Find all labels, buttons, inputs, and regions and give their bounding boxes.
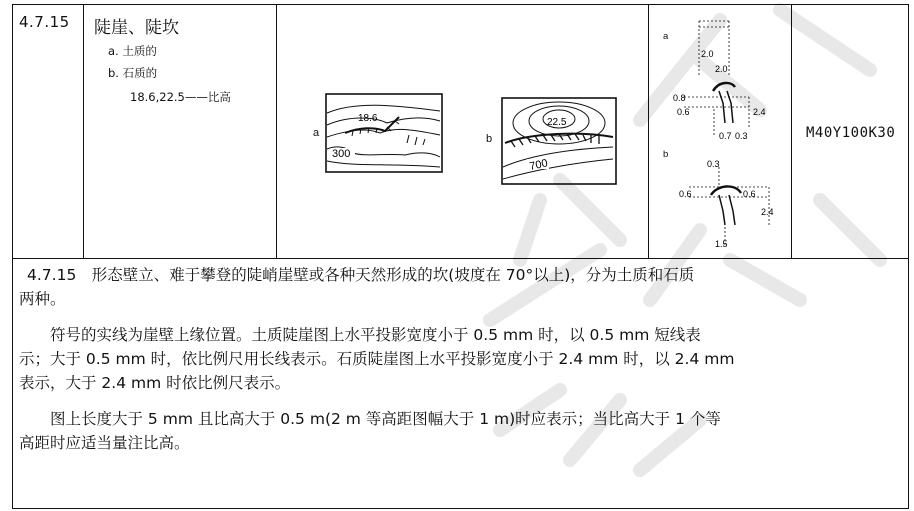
desc-line-7: 高距时应适当量注比高。 bbox=[19, 434, 190, 452]
name-cell bbox=[84, 5, 277, 258]
detail-b-dim-2: 0.6 bbox=[743, 189, 756, 199]
diagram-b-value: 22.5 bbox=[547, 117, 567, 128]
detail-a-dim-5: 0.7 bbox=[719, 131, 732, 141]
detail-a-dim-1: 2.0 bbox=[715, 64, 728, 74]
diagram-a-label: a bbox=[313, 127, 320, 139]
detail-a-dim-4: 2.4 bbox=[753, 107, 766, 117]
detail-b-dim-1: 0.6 bbox=[679, 189, 692, 199]
diagram-a bbox=[325, 93, 443, 173]
detail-cell bbox=[649, 5, 792, 258]
detail-a-dim-0: 2.0 bbox=[701, 49, 714, 59]
detail-a-dim-2: 0.8 bbox=[673, 93, 686, 103]
symbol-table bbox=[12, 4, 909, 509]
color-code: M40Y100K30 bbox=[806, 125, 896, 141]
desc-line-6: 图上长度大于 5 mm 且比高大于 0.5 m(2 m 等高距图幅大于 1 m)时应表示；当比高大于 1 个等 bbox=[19, 410, 721, 428]
detail-a-label: a bbox=[663, 31, 669, 42]
entry-number: 4.7.15 bbox=[19, 13, 70, 31]
detail-b-label: b bbox=[663, 149, 669, 160]
example-label: 18.6,22.5——比高 bbox=[130, 90, 231, 104]
desc-line-1: 4.7.15 形态壁立、难于攀登的陡峭崖壁或各种天然形成的坎(坡度在 70°以上)，分为土质和石质 bbox=[27, 266, 695, 284]
desc-line-3: 符号的实线为崖壁上缘位置。土质陡崖图上水平投影宽度小于 0.5 mm 时，以 0.5 mm 短线表 bbox=[19, 326, 701, 344]
diagram-b bbox=[501, 97, 617, 185]
option-b: b. 石质的 bbox=[108, 66, 158, 80]
desc-line-5: 表示，大于 2.4 mm 时依比例尺表示。 bbox=[19, 374, 291, 392]
number-cell bbox=[13, 5, 84, 258]
color-cell bbox=[792, 5, 910, 258]
diagram-b-label: b bbox=[486, 133, 493, 145]
symbol-row bbox=[13, 5, 908, 259]
symbol-cell bbox=[277, 5, 649, 258]
diagram-a-value: 18.6 bbox=[358, 113, 378, 124]
desc-line-2: 两种。 bbox=[19, 290, 66, 308]
diagram-a-contour: 300 bbox=[332, 148, 351, 160]
detail-b bbox=[669, 155, 789, 255]
diagram-b-contour: 700 bbox=[528, 157, 549, 173]
option-a: a. 土质的 bbox=[108, 44, 157, 58]
detail-a-dim-3: 0.6 bbox=[677, 107, 690, 117]
entry-title: 陡崖、陡坎 bbox=[94, 18, 179, 38]
detail-b-dim-3: 2.4 bbox=[761, 207, 774, 217]
detail-b-dim-4: 1.5 bbox=[715, 239, 728, 249]
detail-b-dim-0: 0.3 bbox=[707, 159, 720, 169]
detail-a-dim-6: 0.3 bbox=[735, 131, 748, 141]
detail-a bbox=[669, 17, 789, 147]
desc-line-4: 示；大于 0.5 mm 时，依比例尺用长线表示。石质陡崖图上水平投影宽度小于 2.4 mm 时，以 2.4 mm bbox=[19, 350, 735, 368]
